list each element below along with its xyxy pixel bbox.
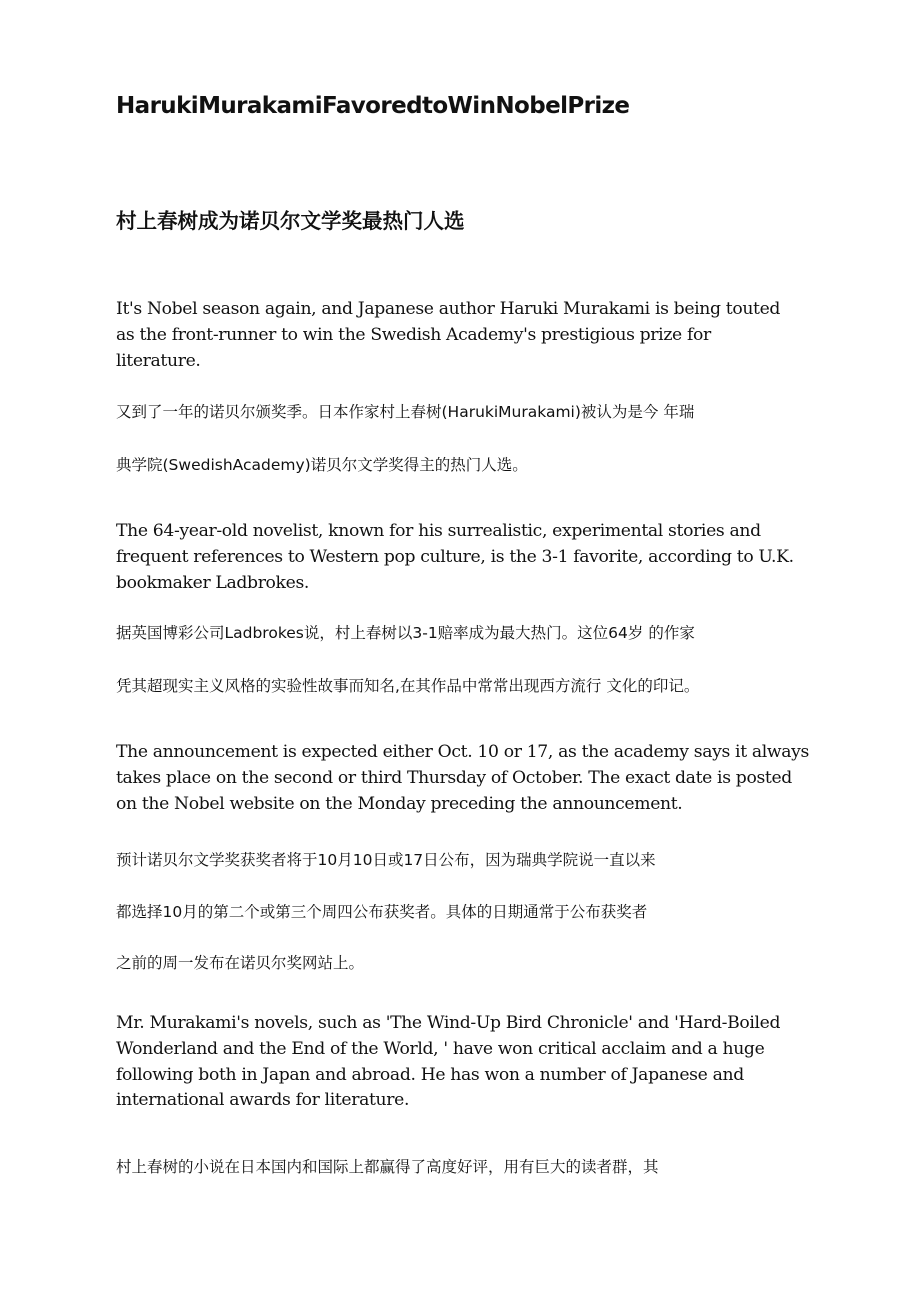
chinese-translation-3-line-3: 之前的周一发布在诺贝尔奖网站上。 bbox=[116, 954, 365, 972]
article-title-english: HarukiMurakamiFavoredtoWinNobelPrize bbox=[116, 93, 630, 119]
english-paragraph-line: bookmaker Ladbrokes. bbox=[116, 572, 310, 593]
english-paragraph-line: The 64-year-old novelist, known for his surrealistic, experimental stories and bbox=[116, 521, 761, 541]
english-paragraph-3 bbox=[116, 740, 810, 817]
english-paragraph-4 bbox=[116, 1011, 804, 1114]
english-paragraph-line: takes place on the second or third Thursday of October. The exact date is posted bbox=[116, 767, 792, 788]
english-paragraph-line: following both in Japan and abroad. He has won a number of Japanese and bbox=[116, 1064, 744, 1085]
chinese-translation-2-line-1: 据英国博彩公司Ladbrokes说，村上春树以3-1赔率成为最大热门。这位64岁 的作家 bbox=[116, 624, 695, 642]
english-paragraph-line: literature. bbox=[116, 350, 201, 371]
english-paragraph-2 bbox=[116, 519, 804, 596]
english-paragraph-line: international awards for literature. bbox=[116, 1090, 410, 1111]
english-paragraph-line: The announcement is expected either Oct. 10 or 17, as the academy says it always bbox=[116, 742, 810, 762]
english-paragraph-line: Wonderland and the End of the World, ' have won critical acclaim and a huge bbox=[116, 1038, 765, 1059]
english-paragraph-line: It's Nobel season again, and Japanese author Haruki Murakami is being touted bbox=[116, 299, 781, 319]
english-paragraph-line: on the Nobel website on the Monday preceding the announcement. bbox=[116, 793, 683, 814]
chinese-translation-1-line-2: 典学院(SwedishAcademy)诺贝尔文学奖得主的热门人选。 bbox=[116, 456, 528, 474]
english-paragraph-line: Mr. Murakami's novels, such as 'The Wind-Up Bird Chronicle' and 'Hard-Boiled bbox=[116, 1013, 781, 1033]
chinese-translation-2-line-2: 凭其超现实主义风格的实验性故事而知名,在其作品中常常出现西方流行 文化的印记。 bbox=[116, 677, 700, 695]
chinese-translation-3-line-1: 预计诺贝尔文学奖获奖者将于10月10日或17日公布，因为瑞典学院说一直以来 bbox=[116, 851, 656, 869]
article-title-chinese: 村上春树成为诺贝尔文学奖最热门人选 bbox=[116, 209, 465, 233]
chinese-translation-1-line-1: 又到了一年的诺贝尔颁奖季。日本作家村上春树(HarukiMurakami)被认为是今 年瑞 bbox=[116, 403, 695, 421]
chinese-translation-4-line-1: 村上春树的小说在日本国内和国际上都赢得了高度好评，用有巨大的读者群，其 bbox=[116, 1158, 659, 1176]
english-paragraph-line: frequent references to Western pop culture, is the 3-1 favorite, according to U.K. bbox=[116, 546, 794, 567]
english-paragraph-line: as the front-runner to win the Swedish Academy's prestigious prize for bbox=[116, 324, 711, 345]
chinese-translation-3-line-2: 都选择10月的第二个或第三个周四公布获奖者。具体的日期通常于公布获奖者 bbox=[116, 903, 648, 921]
english-paragraph-1 bbox=[116, 297, 804, 374]
